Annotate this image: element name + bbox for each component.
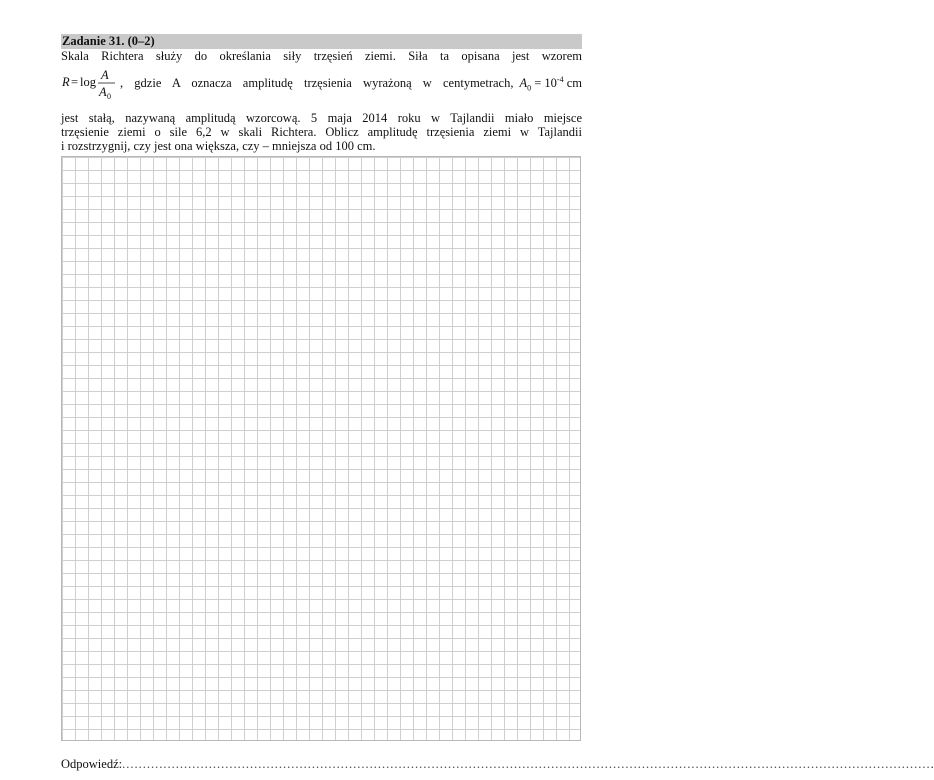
task-title: Zadanie 31. (0–2) [62, 34, 155, 48]
reference-amplitude: $A_0 = 10^{-4}$ cm [519, 74, 582, 93]
richter-formula [61, 65, 121, 103]
formula-numerator: A [101, 68, 109, 82]
formula-equals: = [71, 75, 79, 89]
answer-field[interactable]: .................................................................................................................................................................................................... [122, 757, 931, 771]
problem-text-line-1: Skala Richtera służy do określania siły trzęsień ziemi. Siła ta opisana jest wzorem [61, 49, 582, 63]
answer-line [61, 757, 934, 771]
formula-denominator: A [99, 85, 107, 99]
answer-label: Odpowiedź: [61, 757, 123, 771]
problem-text-line-4: i rozstrzygnij, czy jest ona większa, czy – mniejsza od 100 cm. [61, 139, 376, 153]
formula-lhs: R [62, 75, 70, 89]
formula-description [120, 74, 582, 93]
answer-end: . [930, 757, 934, 771]
problem-text-line-2: jest stałą, nazywaną amplitudą wzorcową. 5 maja 2014 roku w Tajlandii miało miejsce [61, 111, 582, 125]
formula-log: log [80, 75, 96, 89]
formula-denominator-subscript: 0 [107, 92, 111, 101]
problem-text-line-3: trzęsienie ziemi o sile 6,2 w skali Richtera. Oblicz amplitudę trzęsienia ziemi w Tajlandii [61, 125, 582, 139]
formula-line [61, 65, 582, 103]
solution-grid[interactable] [61, 156, 581, 741]
formula-middle-text: , gdzie A oznacza amplitudę trzęsienia wyrażoną w centymetrach, [120, 76, 514, 90]
